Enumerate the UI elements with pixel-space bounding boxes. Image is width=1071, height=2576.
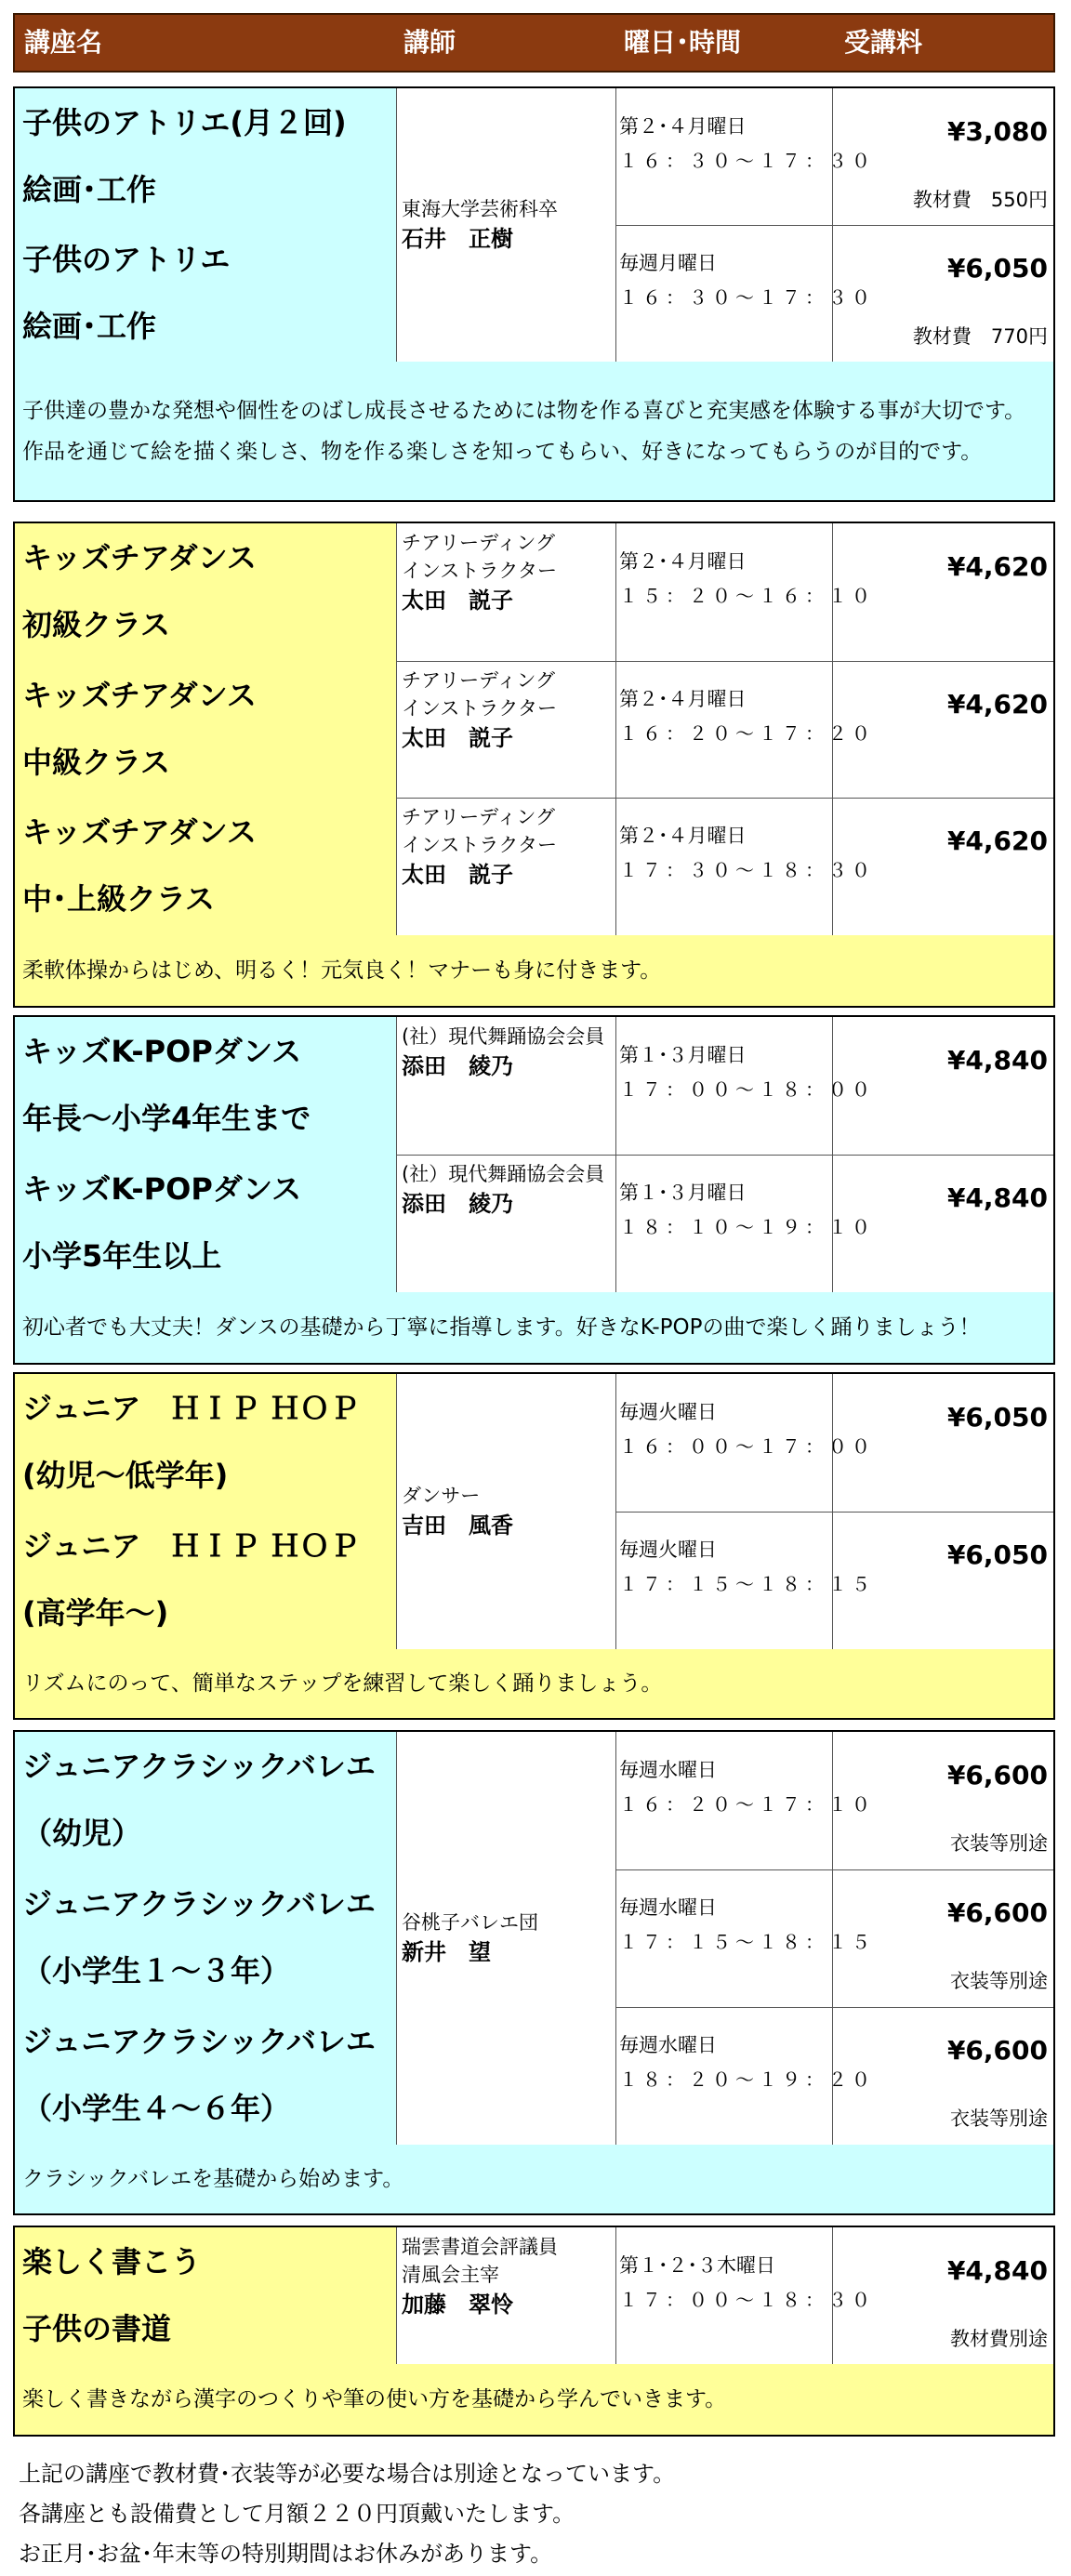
- column-divider: [615, 1017, 616, 1292]
- schedule-cell: [615, 2007, 875, 2145]
- course-subtitle: (幼児～低学年): [22, 1458, 229, 1493]
- course-subtitle: 中級クラス: [22, 745, 171, 780]
- column-divider: [832, 1374, 833, 1649]
- fee-cell: [832, 2007, 1053, 2145]
- teacher-title: インストラクター: [402, 560, 557, 582]
- schedule-cell: [615, 523, 875, 661]
- column-divider: [832, 1017, 833, 1292]
- column-divider: [832, 523, 833, 935]
- schedule-day: 第２･４月曜日: [619, 115, 747, 138]
- course-name: 子供のアトリエ: [22, 242, 231, 277]
- teacher-cell: [396, 1374, 615, 1649]
- course-name-cell: [15, 1374, 396, 1512]
- course-name-cell: [15, 1732, 396, 1869]
- course-name: ジュニア ＨＩＰ ＨＯＰ: [22, 1391, 360, 1426]
- course-name: ジュニアクラシックバレエ: [22, 2024, 376, 2059]
- course-description: [15, 1292, 1053, 1363]
- schedule-day: 第１･２･３木曜日: [619, 2254, 775, 2277]
- schedule-day: 毎週水曜日: [619, 1896, 717, 1919]
- course-name: キッズチアダンス: [22, 814, 257, 850]
- course-description: [15, 2145, 1053, 2213]
- fee-amount: ¥6,050: [946, 1539, 1048, 1570]
- schedule-time: １７：００～１８：３０: [619, 2289, 875, 2311]
- column-divider: [396, 523, 397, 935]
- schedule-time: １７：１５～１８：１５: [619, 1573, 875, 1595]
- fee-amount: ¥6,600: [946, 2035, 1048, 2066]
- fee-amount: ¥3,080: [946, 116, 1048, 147]
- course-subtitle: 初級クラス: [22, 607, 171, 642]
- schedule-cell: [615, 1869, 875, 2007]
- schedule-time: １８：１０～１９：１０: [619, 1216, 875, 1238]
- teacher-cell: [396, 1732, 615, 2145]
- teacher-name: 太田 説子: [402, 588, 513, 614]
- schedule-time: １６：００～１７：００: [619, 1435, 875, 1458]
- teacher-cell: [396, 1155, 615, 1292]
- fee-cell: [832, 1512, 1053, 1649]
- column-divider: [615, 1732, 616, 2145]
- fee-amount: ¥4,840: [946, 1045, 1048, 1076]
- teacher-title: (社）現代舞踊協会会員: [402, 1025, 605, 1048]
- fee-note: 教材費別途: [950, 2328, 1048, 2350]
- header-fee: 受講料: [844, 27, 923, 58]
- column-divider: [832, 2227, 833, 2364]
- fee-cell: [832, 1017, 1053, 1155]
- schedule-cell: [615, 1732, 875, 1869]
- schedule-cell: [615, 2227, 875, 2364]
- teacher-name: 新井 望: [402, 1939, 491, 1965]
- course-group: [13, 86, 1055, 502]
- fee-amount: ¥6,600: [946, 1897, 1048, 1928]
- course-group: [13, 1015, 1055, 1365]
- teacher-name: 加藤 翠怜: [402, 2292, 513, 2318]
- schedule-day: 毎週火曜日: [619, 1539, 717, 1561]
- fee-amount: ¥6,600: [946, 1760, 1048, 1790]
- fee-cell: [832, 661, 1053, 798]
- teacher-cell: [396, 798, 615, 935]
- teacher-name: 石井 正樹: [402, 226, 513, 252]
- schedule-cell: [615, 661, 875, 798]
- table-header: [13, 13, 1055, 73]
- fee-amount: ¥6,050: [946, 1402, 1048, 1433]
- course-name: キッズチアダンス: [22, 540, 257, 575]
- course-name: ジュニア ＨＩＰ ＨＯＰ: [22, 1528, 360, 1564]
- description-text: リズムにのって、簡単なステップを練習して楽しく踊りましょう。: [22, 1671, 663, 1696]
- schedule-time: １７：１５～１８：１５: [619, 1931, 875, 1953]
- fee-cell: [832, 523, 1053, 661]
- course-subtitle: （幼児）: [22, 1816, 142, 1851]
- footer-line: 各講座とも設備費として月額２２０円頂戴いたします。: [19, 2501, 575, 2527]
- description-text: 初心者でも大丈夫！ダンスの基礎から丁寧に指導します。好きなK-POPの曲で楽しく踊りましょう！: [22, 1315, 981, 1340]
- fee-cell: [832, 1869, 1053, 2007]
- course-name-cell: [15, 88, 396, 225]
- schedule-day: 第２･４月曜日: [619, 688, 747, 710]
- schedule-cell: [615, 1512, 875, 1649]
- fee-note: 衣装等別途: [950, 1832, 1048, 1855]
- course-subtitle: (高学年～): [22, 1595, 169, 1631]
- schedule-time: １７：００～１８：００: [619, 1078, 875, 1101]
- fee-note: 衣装等別途: [950, 2107, 1048, 2130]
- teacher-title: チアリーディング: [402, 669, 556, 692]
- course-name-cell: [15, 1155, 396, 1292]
- teacher-cell: [396, 2227, 615, 2364]
- teacher-title: 東海大学芸術科卒: [402, 198, 558, 220]
- course-description: [15, 2364, 1053, 2435]
- column-divider: [396, 88, 397, 362]
- fee-note: 教材費 770円: [912, 325, 1048, 348]
- teacher-title: ダンサー: [402, 1485, 481, 1507]
- course-name: 楽しく書こう: [22, 2244, 202, 2279]
- course-name-cell: [15, 2227, 396, 2364]
- schedule-day: 第１･３月曜日: [619, 1182, 747, 1204]
- schedule-day: 毎週火曜日: [619, 1401, 717, 1423]
- column-divider: [615, 2227, 616, 2364]
- course-group: [13, 1372, 1055, 1720]
- description-text: 楽しく書きながら漢字のつくりや筆の使い方を基礎から学んでいきます。: [22, 2387, 727, 2411]
- description-text: クラシックバレエを基礎から始めます。: [22, 2167, 404, 2191]
- footer-line: 上記の講座で教材費･衣装等が必要な場合は別途となっています。: [19, 2461, 676, 2487]
- course-name: キッズK-POPダンス: [22, 1171, 302, 1207]
- teacher-title: 清風会主宰: [402, 2264, 499, 2286]
- schedule-time: １７：３０～１８：３０: [619, 859, 875, 881]
- schedule-cell: [615, 88, 875, 225]
- course-name-cell: [15, 798, 396, 935]
- schedule-cell: [615, 225, 875, 362]
- column-divider: [396, 1374, 397, 1649]
- course-subtitle: 絵画･工作: [22, 172, 157, 207]
- course-name-cell: [15, 661, 396, 798]
- teacher-title: チアリーディング: [402, 806, 556, 828]
- fee-amount: ¥4,620: [946, 826, 1048, 856]
- course-subtitle: 中･上級クラス: [22, 881, 216, 917]
- schedule-time: １６：２０～１７：１０: [619, 1793, 875, 1816]
- course-name: ジュニアクラシックバレエ: [22, 1749, 376, 1784]
- column-divider: [832, 88, 833, 362]
- course-description: [15, 362, 1053, 500]
- header-teacher: 講師: [403, 27, 456, 58]
- column-divider: [615, 1374, 616, 1649]
- course-subtitle: 子供の書道: [22, 2311, 172, 2346]
- fee-cell: [832, 1155, 1053, 1292]
- footer-line: お正月･お盆･年末等の特別期間はお休みがあります。: [19, 2541, 553, 2567]
- fee-amount: ¥6,050: [946, 253, 1048, 284]
- course-description: [15, 1649, 1053, 1718]
- column-divider: [396, 1017, 397, 1292]
- fee-cell: [832, 1374, 1053, 1512]
- schedule-day: 第１･３月曜日: [619, 1044, 747, 1066]
- teacher-title: (社）現代舞踊協会会員: [402, 1163, 605, 1185]
- schedule-time: １６：２０～１７：２０: [619, 722, 875, 745]
- teacher-cell: [396, 88, 615, 362]
- course-group: [13, 522, 1055, 1008]
- course-group: [13, 2226, 1055, 2437]
- course-group: [13, 1730, 1055, 2215]
- course-name-cell: [15, 1512, 396, 1649]
- course-name-cell: [15, 2007, 396, 2145]
- teacher-title: チアリーディング: [402, 532, 556, 554]
- fee-cell: [832, 1732, 1053, 1869]
- course-subtitle: 絵画･工作: [22, 309, 157, 344]
- course-subtitle: （小学生１～３年）: [22, 1953, 291, 1988]
- schedule-cell: [615, 1017, 875, 1155]
- teacher-cell: [396, 1017, 615, 1155]
- schedule-time: １５：２０～１６：１０: [619, 585, 875, 607]
- column-divider: [396, 1732, 397, 2145]
- course-name-cell: [15, 1869, 396, 2007]
- column-divider: [396, 2227, 397, 2364]
- header-course: 講座名: [24, 27, 103, 58]
- fee-amount: ¥4,840: [946, 1182, 1048, 1213]
- schedule-day: 毎週水曜日: [619, 2034, 717, 2056]
- course-name: 子供のアトリエ(月２回): [22, 105, 347, 140]
- fee-amount: ¥4,620: [946, 689, 1048, 720]
- course-name-cell: [15, 1017, 396, 1155]
- teacher-name: 太田 説子: [402, 862, 513, 888]
- column-divider: [615, 523, 616, 935]
- fee-note: 教材費 550円: [912, 189, 1048, 211]
- column-divider: [832, 1732, 833, 2145]
- course-subtitle: （小学生４～６年）: [22, 2091, 291, 2126]
- course-subtitle: 小学5年生以上: [22, 1238, 222, 1274]
- column-divider: [615, 88, 616, 362]
- teacher-title: インストラクター: [402, 697, 557, 720]
- header-schedule: 曜日･時間: [624, 27, 742, 58]
- schedule-day: 第２･４月曜日: [619, 825, 747, 847]
- schedule-day: 毎週月曜日: [619, 252, 717, 274]
- fee-amount: ¥4,620: [946, 551, 1048, 582]
- course-name: キッズチアダンス: [22, 678, 257, 713]
- fee-cell: [832, 88, 1053, 225]
- teacher-name: 吉田 風香: [402, 1513, 513, 1539]
- fee-cell: [832, 798, 1053, 935]
- schedule-day: 毎週水曜日: [619, 1759, 717, 1781]
- schedule-time: １６：３０～１７：３０: [619, 286, 875, 309]
- fee-cell: [832, 225, 1053, 362]
- course-name-cell: [15, 225, 396, 362]
- schedule-cell: [615, 1374, 875, 1512]
- description-text: 柔軟体操からはじめ、明るく！元気良く！マナーも身に付きます。: [22, 958, 662, 983]
- schedule-cell: [615, 798, 875, 935]
- fee-note: 衣装等別途: [950, 1970, 1048, 1992]
- course-name: キッズK-POPダンス: [22, 1034, 302, 1069]
- schedule-time: １６：３０～１７：３０: [619, 150, 875, 172]
- course-subtitle: 年長～小学4年生まで: [22, 1101, 311, 1136]
- course-name: ジュニアクラシックバレエ: [22, 1886, 376, 1922]
- fee-amount: ¥4,840: [946, 2255, 1048, 2286]
- teacher-title: 谷桃子バレエ団: [402, 1911, 538, 1934]
- teacher-name: 添田 綾乃: [402, 1191, 513, 1217]
- teacher-name: 添田 綾乃: [402, 1053, 513, 1079]
- schedule-time: １８：２０～１９：２０: [619, 2068, 875, 2091]
- teacher-title: 瑞雲書道会評議員: [402, 2236, 558, 2258]
- teacher-cell: [396, 661, 615, 798]
- teacher-name: 太田 説子: [402, 725, 513, 751]
- course-description: [15, 935, 1053, 1006]
- description-text: 子供達の豊かな発想や個性をのばし成長させるためには物を作る喜びと充実感を体験する事が大切です。作品を通じて絵を描く楽しさ、物を作る楽しさを知ってもらい、好きになってもらうのが目的です。: [22, 398, 1026, 464]
- fee-cell: [832, 2227, 1053, 2364]
- schedule-cell: [615, 1155, 875, 1292]
- schedule-day: 第２･４月曜日: [619, 550, 747, 573]
- teacher-title: インストラクター: [402, 834, 557, 856]
- course-name-cell: [15, 523, 396, 661]
- teacher-cell: [396, 523, 615, 661]
